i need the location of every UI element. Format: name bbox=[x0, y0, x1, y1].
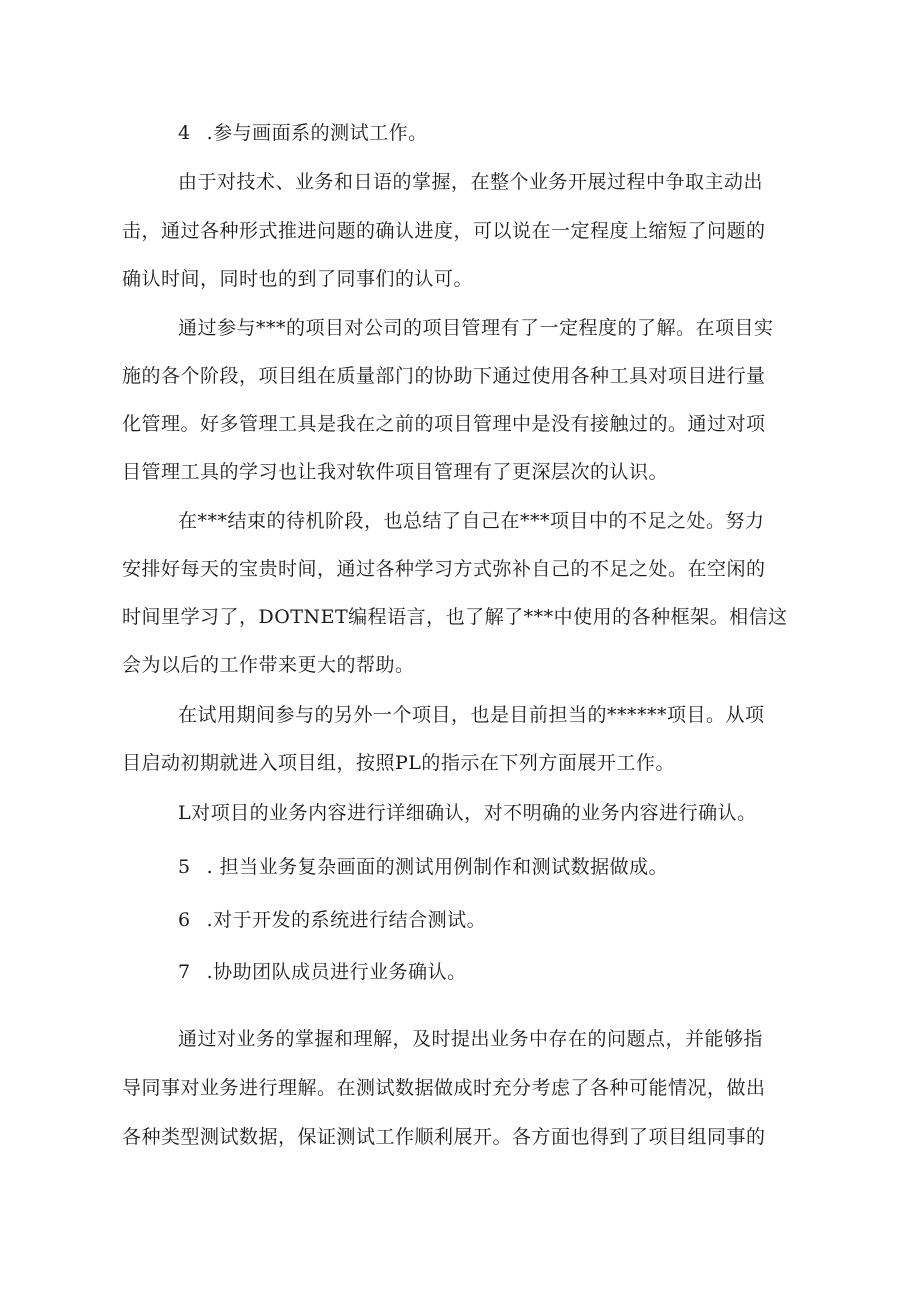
paragraph-5-line-2: 导同事对业务进行理解。在测试数据做成时充分考虑了各种可能情况，做出 bbox=[122, 1077, 766, 1099]
list-item-7 bbox=[178, 960, 467, 984]
paragraph-3-line-2: 安排好每天的宝贵时间，通过各种学习方式弥补自己的不足之处。在空闲的 bbox=[122, 558, 766, 580]
paragraph-2-line-2: 施的各个阶段，项目组在质量部门的协助下通过使用各种工具对项目进行量 bbox=[122, 365, 766, 387]
list-number: 6 bbox=[178, 909, 191, 931]
paragraph-3-line-1: 在***结束的待机阶段，也总结了自己在***项目中的不足之处。努力 bbox=[178, 510, 765, 532]
paragraph-1-line-3: 确认时间，同时也的到了同事们的认可。 bbox=[122, 268, 474, 290]
paragraph-1-line-1: 由于对技术、业务和日语的掌握，在整个业务开展过程中争取主动出 bbox=[178, 171, 764, 193]
list-number: 7 bbox=[178, 961, 191, 983]
list-item-4 bbox=[178, 121, 428, 145]
list-item-6 bbox=[178, 908, 486, 932]
paragraph-2-line-1: 通过参与***的项目对公司的项目管理有了一定程度的了解。在项目实 bbox=[178, 317, 774, 339]
paragraph-5-line-3: 各种类型测试数据，保证测试工作顺利展开。各方面也得到了项目组同事的 bbox=[122, 1126, 766, 1148]
paragraph-2-line-4: 目管理工具的学习也让我对软件项目管理有了更深层次的认识。 bbox=[122, 461, 669, 483]
list-item-L: L对项目的业务内容进行详细确认，对不明确的业务内容进行确认。 bbox=[178, 802, 757, 824]
list-number: 4 bbox=[178, 122, 191, 144]
paragraph-4-line-1: 在试用期间参与的另外一个项目，也是目前担当的******项目。从项 bbox=[178, 704, 765, 726]
list-item-5 bbox=[178, 855, 668, 879]
paragraph-3-line-3: 时间里学习了，DOTNET编程语言，也了解了***中使用的各种框架。相信这 bbox=[122, 606, 788, 628]
list-item-text: . 担当业务复杂画面的测试用例制作和测试数据做成。 bbox=[206, 856, 669, 878]
paragraph-5-line-1: 通过对业务的掌握和理解，及时提出业务中存在的问题点，并能够指 bbox=[178, 1028, 764, 1050]
list-item-text: .参与画面系的测试工作。 bbox=[206, 122, 428, 144]
list-item-text: .协助团队成员进行业务确认。 bbox=[206, 961, 467, 983]
paragraph-2-line-3: 化管理。好多管理工具是我在之前的项目管理中是没有接触过的。通过对项 bbox=[122, 413, 766, 435]
paragraph-4-line-2: 目启动初期就进入项目组，按照PL的指示在下列方面展开工作。 bbox=[122, 752, 675, 774]
list-item-text: .对于开发的系统进行结合测试。 bbox=[206, 909, 487, 931]
list-number: 5 bbox=[178, 856, 191, 878]
paragraph-1-line-2: 击，通过各种形式推进问题的确认进度，可以说在一定程度上缩短了问题的 bbox=[122, 220, 766, 242]
paragraph-3-line-4: 会为以后的工作带来更大的帮助。 bbox=[122, 654, 415, 676]
